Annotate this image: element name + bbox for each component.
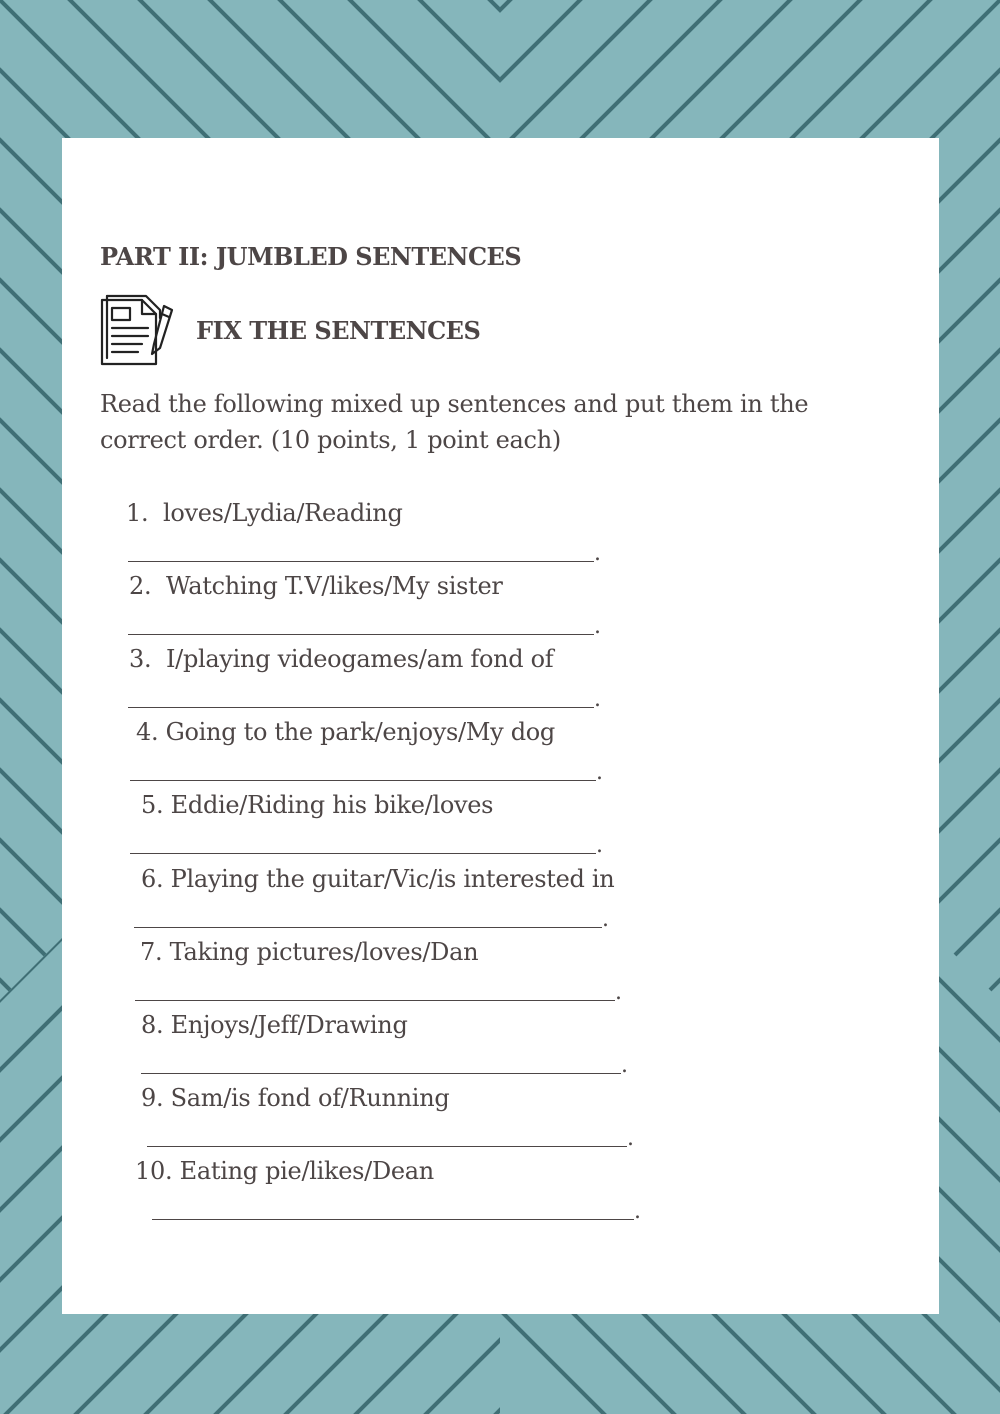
question-number: 7. — [140, 938, 163, 966]
answer-blank-2[interactable] — [128, 610, 608, 640]
worksheet-page — [62, 138, 939, 1314]
answer-rule — [147, 1146, 627, 1147]
answer-rule — [135, 1000, 615, 1001]
question-prompt — [141, 1010, 408, 1040]
question-number: 3. — [129, 645, 152, 673]
answer-blank-7[interactable] — [135, 976, 625, 1006]
answer-period: . — [634, 1199, 641, 1224]
document-pencil-icon — [98, 292, 176, 368]
answer-blank-4[interactable] — [130, 756, 610, 786]
answer-period: . — [602, 907, 609, 932]
answer-rule — [130, 853, 596, 854]
question-prompt — [135, 1156, 434, 1186]
answer-rule — [152, 1219, 634, 1220]
question-text: Going to the park/enjoys/My dog — [165, 718, 555, 746]
question-text: Eating pie/likes/Dean — [179, 1157, 434, 1185]
question-prompt — [136, 717, 555, 747]
answer-blank-6[interactable] — [134, 903, 614, 933]
question-number: 1. — [126, 499, 149, 527]
question-number: 10. — [135, 1157, 173, 1185]
section-title: FIX THE SENTENCES — [196, 316, 481, 345]
answer-blank-10[interactable] — [152, 1195, 642, 1225]
question-prompt — [129, 644, 553, 674]
question-number: 2. — [129, 572, 152, 600]
instructions-text: Read the following mixed up sentences and put them in the correct order. (10 points, 1 point each) — [100, 390, 809, 454]
answer-rule — [141, 1073, 621, 1074]
answer-blank-9[interactable] — [147, 1122, 637, 1152]
question-number: 8. — [141, 1011, 164, 1039]
answer-period: . — [594, 687, 601, 712]
question-number: 9. — [141, 1084, 164, 1112]
answer-rule — [134, 927, 602, 928]
answer-rule — [128, 707, 594, 708]
question-number: 5. — [141, 791, 164, 819]
question-prompt — [129, 571, 503, 601]
answer-rule — [130, 780, 596, 781]
answer-blank-5[interactable] — [130, 829, 610, 859]
answer-rule — [128, 634, 594, 635]
answer-period: . — [615, 980, 622, 1005]
answer-blank-1[interactable] — [128, 537, 608, 567]
answer-rule — [128, 561, 594, 562]
question-prompt — [140, 937, 478, 967]
answer-blank-8[interactable] — [141, 1049, 631, 1079]
question-text: Enjoys/Jeff/Drawing — [170, 1011, 408, 1039]
question-text: Watching T.V/likes/My sister — [165, 572, 503, 600]
question-prompt — [126, 498, 403, 528]
question-text: Sam/is fond of/Running — [170, 1084, 450, 1112]
question-text: I/playing videogames/am fond of — [165, 645, 554, 673]
question-prompt — [141, 864, 614, 894]
question-prompt — [141, 790, 493, 820]
question-number: 6. — [141, 865, 164, 893]
question-prompt — [141, 1083, 449, 1113]
answer-blank-3[interactable] — [128, 683, 608, 713]
question-text: Eddie/Riding his bike/loves — [170, 791, 494, 819]
part-title: PART II: JUMBLED SENTENCES — [100, 242, 522, 271]
question-text: loves/Lydia/Reading — [162, 499, 403, 527]
answer-period: . — [621, 1053, 628, 1078]
answer-period: . — [594, 541, 601, 566]
question-number: 4. — [136, 718, 159, 746]
answer-period: . — [596, 760, 603, 785]
answer-period: . — [594, 614, 601, 639]
answer-period: . — [627, 1126, 634, 1151]
answer-period: . — [596, 833, 603, 858]
question-text: Playing the guitar/Vic/is interested in — [170, 865, 615, 893]
question-text: Taking pictures/loves/Dan — [169, 938, 479, 966]
